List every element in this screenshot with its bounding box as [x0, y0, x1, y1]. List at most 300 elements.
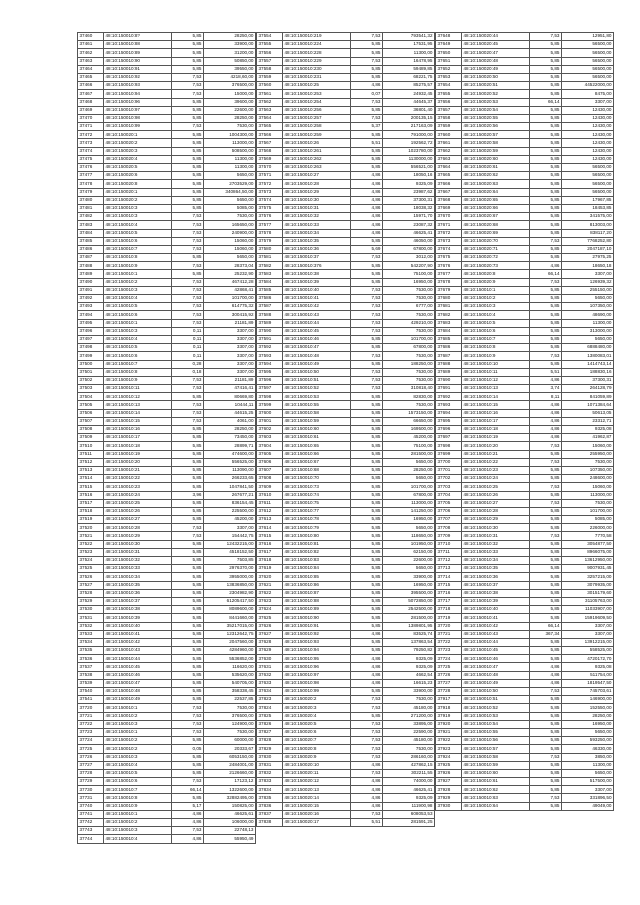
row-number-cell: 37679: [436, 286, 462, 294]
rate-cell: 5,85: [172, 540, 204, 548]
cadastral-number-cell: 48:10:150020:66: [462, 204, 530, 212]
value-cell: 60000,00: [204, 737, 256, 745]
table-row: [78, 753, 256, 761]
table-row: [78, 745, 256, 753]
cadastral-number-cell: 48:10:150010:98: [283, 679, 351, 687]
rate-cell: 4,86: [172, 819, 204, 827]
row-number-cell: 37833: [257, 778, 283, 786]
table-row: [257, 745, 435, 753]
table-row: [436, 196, 614, 204]
row-number-cell: 37678: [436, 278, 462, 286]
cadastral-number-cell: 48:10:150020:8: [462, 270, 530, 278]
value-cell: 2703529,00: [204, 180, 256, 188]
value-cell: 7530,00: [383, 696, 435, 704]
rate-cell: 5,85: [530, 614, 562, 622]
rate-cell: 4,86: [351, 82, 383, 90]
rate-cell: 0,11: [172, 327, 204, 335]
rate-cell: 5,85: [351, 712, 383, 720]
row-number-cell: 37520: [78, 524, 104, 532]
rate-cell: 7,53: [351, 319, 383, 327]
rate-cell: 5,85: [351, 548, 383, 556]
cadastral-number-cell: 48:10:150010:47: [283, 344, 351, 352]
table-row: [257, 802, 435, 810]
table-row: [436, 65, 614, 73]
cadastral-number-cell: 48:10:150010:8: [104, 794, 172, 802]
value-cell: 101700,00: [562, 507, 614, 515]
table-row: [78, 630, 256, 638]
row-number-cell: 37695: [436, 417, 462, 425]
cadastral-number-cell: 48:10:150020:3: [104, 147, 172, 155]
table-row: [78, 33, 256, 41]
cadastral-number-cell: 48:10:150010:13: [104, 401, 172, 409]
table-row: [257, 516, 435, 524]
rate-cell: 7,53: [530, 352, 562, 360]
cadastral-number-cell: 48:10:150010:51: [283, 376, 351, 384]
rate-cell: 7,53: [351, 98, 383, 106]
rate-cell: 5,85: [172, 204, 204, 212]
value-cell: 8966075,00: [562, 548, 614, 556]
table-row: [257, 573, 435, 581]
cadastral-number-cell: 48:10:150010:39: [283, 278, 351, 286]
row-number-cell: 37672: [436, 229, 462, 237]
value-cell: 82830,00: [383, 393, 435, 401]
row-number-cell: 37674: [436, 245, 462, 253]
row-number-cell: 37716: [436, 589, 462, 597]
rate-cell: 7,53: [530, 483, 562, 491]
cadastral-number-cell: 48:10:150020:67: [462, 213, 530, 221]
cadastral-number-cell: 48:10:150010:17: [462, 417, 530, 425]
rate-cell: 5,85: [172, 679, 204, 687]
value-cell: 50613,05: [562, 409, 614, 417]
value-cell: 1071384,64: [562, 401, 614, 409]
rate-cell: 5,85: [530, 786, 562, 794]
rate-cell: 5,85: [530, 164, 562, 172]
value-cell: 32882495,00: [204, 794, 256, 802]
row-number-cell: 37628: [257, 638, 283, 646]
rate-cell: 5,85: [172, 606, 204, 614]
value-cell: 39550,00: [204, 65, 256, 73]
rate-cell: 5,85: [351, 360, 383, 368]
value-cell: 5650,00: [383, 458, 435, 466]
cadastral-number-cell: 48:10:150010:12: [462, 376, 530, 384]
cadastral-number-cell: 48:10:150010:92: [104, 73, 172, 81]
rate-cell: 5,85: [530, 180, 562, 188]
table-row: [436, 114, 614, 122]
row-number-cell: 37470: [78, 114, 104, 122]
value-cell: 3307,00: [204, 335, 256, 343]
table-row: [257, 33, 435, 41]
cadastral-number-cell: 48:10:150010:49: [104, 696, 172, 704]
cadastral-number-cell: 48:10:150010:37: [283, 254, 351, 262]
value-cell: 101700,00: [383, 483, 435, 491]
table-row: [257, 606, 435, 614]
table-row: [78, 573, 256, 581]
value-cell: 9325,08: [562, 663, 614, 671]
table-row: [257, 344, 435, 352]
row-number-cell: 37669: [436, 204, 462, 212]
row-number-cell: 37615: [257, 532, 283, 540]
row-number-cell: 37722: [436, 638, 462, 646]
cadastral-number-cell: 48:10:150010:15: [104, 417, 172, 425]
row-number-cell: 37481: [78, 204, 104, 212]
cadastral-number-cell: 48:10:150010:3: [104, 753, 172, 761]
value-cell: 7503,85: [204, 557, 256, 565]
row-number-cell: 37740: [78, 802, 104, 810]
value-cell: 3307,00: [204, 368, 256, 376]
table-row: [436, 237, 614, 245]
row-number-cell: 37462: [78, 49, 104, 57]
row-number-cell: 37603: [257, 434, 283, 442]
row-number-cell: 37665: [436, 172, 462, 180]
rate-cell: 5,85: [351, 164, 383, 172]
rate-cell: 0,11: [172, 352, 204, 360]
ledger-table-left: [77, 32, 256, 844]
table-row: [257, 499, 435, 507]
rate-cell: 7,53: [172, 311, 204, 319]
row-number-cell: 37517: [78, 499, 104, 507]
cadastral-number-cell: 48:10:150010:93: [283, 638, 351, 646]
row-number-cell: 37823: [257, 696, 283, 704]
table-row: [257, 696, 435, 704]
rate-cell: 4,86: [351, 172, 383, 180]
table-row: [257, 57, 435, 65]
value-cell: 107350,00: [562, 466, 614, 474]
value-cell: 6053150,00: [204, 753, 256, 761]
row-number-cell: 37598: [257, 393, 283, 401]
rate-cell: 5,85: [351, 417, 383, 425]
table-row: [257, 172, 435, 180]
value-cell: 3054877,50: [562, 540, 614, 548]
value-cell: 12951,80: [562, 33, 614, 41]
rate-cell: 5,85: [172, 516, 204, 524]
table-row: [257, 311, 435, 319]
row-number-cell: 37629: [257, 647, 283, 655]
table-row: [257, 507, 435, 515]
cadastral-number-cell: 48:10:150010:11: [462, 368, 530, 376]
value-cell: 33900,00: [383, 573, 435, 581]
value-cell: 4218,60,00: [204, 73, 256, 81]
table-row: [78, 589, 256, 597]
value-cell: 116620,00: [204, 663, 256, 671]
table-row: [78, 491, 256, 499]
row-number-cell: 37581: [257, 254, 283, 262]
cadastral-number-cell: 48:10:150010:95: [283, 655, 351, 663]
row-number-cell: 37675: [436, 254, 462, 262]
value-cell: 15060,00: [204, 245, 256, 253]
cadastral-number-cell: 48:10:150010:259: [283, 131, 351, 139]
table-row: [436, 352, 614, 360]
value-cell: 107350,00: [562, 303, 614, 311]
rate-cell: 5,85: [530, 229, 562, 237]
row-number-cell: 37525: [78, 565, 104, 573]
rate-cell: 5,85: [530, 319, 562, 327]
value-cell: 61205417,50: [204, 597, 256, 605]
rate-cell: 4,86: [351, 663, 383, 671]
cadastral-number-cell: 48:10:150020:5: [104, 164, 172, 172]
cadastral-number-cell: 48:10:150010:42: [283, 303, 351, 311]
row-number-cell: 37502: [78, 376, 104, 384]
rate-cell: 7,53: [351, 737, 383, 745]
cadastral-number-cell: 48:10:150020:59: [462, 147, 530, 155]
value-cell: 6888480,00: [562, 344, 614, 352]
row-number-cell: 37703: [436, 483, 462, 491]
rate-cell: 5,69: [351, 245, 383, 253]
rate-cell: 5,51: [530, 368, 562, 376]
table-row: [78, 614, 256, 622]
table-row: [436, 630, 614, 638]
value-cell: 192562,72: [383, 139, 435, 147]
cadastral-number-cell: 48:10:150010:6: [462, 327, 530, 335]
value-cell: 11033907,00: [562, 606, 614, 614]
row-number-cell: 37668: [436, 196, 462, 204]
rate-cell: 5,85: [530, 728, 562, 736]
rate-cell: 5,85: [530, 335, 562, 343]
cadastral-number-cell: 48:10:150020:70: [462, 237, 530, 245]
rate-cell: 5,85: [530, 254, 562, 262]
rate-cell: 0,28: [172, 360, 204, 368]
row-number-cell: 37589: [257, 319, 283, 327]
cadastral-number-cell: 48:10:150010:44: [462, 638, 530, 646]
cadastral-number-cell: 48:10:150010:64: [462, 802, 530, 810]
cadastral-number-cell: 48:10:150020:61: [462, 164, 530, 172]
cadastral-number-cell: 48:10:150010:99: [283, 688, 351, 696]
row-number-cell: 37597: [257, 385, 283, 393]
table-row: [257, 409, 435, 417]
cadastral-number-cell: 48:10:150010:13: [462, 385, 530, 393]
table-row: [78, 810, 256, 818]
row-number-cell: 37923: [436, 745, 462, 753]
table-row: [78, 335, 256, 343]
value-cell: 7530,00: [383, 401, 435, 409]
cadastral-number-cell: 48:10:150010:90: [104, 57, 172, 65]
cadastral-number-cell: 48:10:150010:3: [462, 303, 530, 311]
cadastral-number-cell: 48:10:150010:2: [104, 745, 172, 753]
table-row: [257, 319, 435, 327]
table-row: [78, 123, 256, 131]
value-cell: 3307,00: [204, 344, 256, 352]
rate-cell: 5,85: [530, 778, 562, 786]
cadastral-number-cell: 48:10:150020:54: [462, 106, 530, 114]
value-cell: 188830,16: [562, 368, 614, 376]
table-row: [257, 483, 435, 491]
row-number-cell: 37588: [257, 311, 283, 319]
cadastral-number-cell: 48:10:150010:1: [104, 704, 172, 712]
table-row: [78, 262, 256, 270]
table-row: [257, 352, 435, 360]
table-row: [436, 548, 614, 556]
rate-cell: 5,85: [351, 409, 383, 417]
cadastral-number-cell: 48:10:150010:35: [104, 581, 172, 589]
rate-cell: 5,85: [351, 262, 383, 270]
cadastral-number-cell: 48:10:150010:31: [462, 532, 530, 540]
table-row: [436, 385, 614, 393]
cadastral-number-cell: 48:10:150010:22: [462, 458, 530, 466]
rate-cell: 5,85: [351, 155, 383, 163]
table-row: [78, 180, 256, 188]
value-cell: 5650,00: [562, 335, 614, 343]
table-row: [436, 589, 614, 597]
rate-cell: 5,85: [530, 245, 562, 253]
cadastral-number-cell: 48:10:150010:29: [283, 188, 351, 196]
table-row: [436, 409, 614, 417]
value-cell: 4284960,00: [204, 647, 256, 655]
cadastral-number-cell: 48:10:150020:6: [283, 728, 351, 736]
value-cell: 15971,70: [383, 213, 435, 221]
row-number-cell: 37697: [436, 434, 462, 442]
rate-cell: 5,85: [172, 270, 204, 278]
row-number-cell: 37511: [78, 450, 104, 458]
cadastral-number-cell: 48:10:150010:38: [104, 606, 172, 614]
table-row: [436, 172, 614, 180]
cadastral-number-cell: 48:10:150020:12: [283, 778, 351, 786]
rate-cell: 4,86: [530, 663, 562, 671]
rate-cell: 66,14: [530, 98, 562, 106]
cadastral-number-cell: 48:10:150010:257: [283, 114, 351, 122]
cadastral-number-cell: 48:10:150010:53: [462, 712, 530, 720]
rate-cell: 5,85: [172, 114, 204, 122]
cadastral-number-cell: 48:10:150010:57: [462, 745, 530, 753]
table-row: [78, 704, 256, 712]
value-cell: 5650,00: [562, 728, 614, 736]
cadastral-number-cell: 48:10:150010:24: [104, 491, 172, 499]
rate-cell: 5,85: [351, 491, 383, 499]
row-number-cell: 37723: [78, 728, 104, 736]
rate-cell: 5,51: [351, 139, 383, 147]
value-cell: 7530,00: [204, 704, 256, 712]
value-cell: 1389801,95: [383, 622, 435, 630]
cadastral-number-cell: 48:10:150020:2: [104, 139, 172, 147]
value-cell: 16950,00: [383, 516, 435, 524]
value-cell: 15060,00: [204, 237, 256, 245]
table-row: [78, 172, 256, 180]
row-number-cell: 37827: [257, 728, 283, 736]
value-cell: 8441660,00: [204, 614, 256, 622]
value-cell: 101700,00: [204, 295, 256, 303]
table-row: [257, 262, 435, 270]
rate-cell: 5,85: [530, 147, 562, 155]
cadastral-number-cell: 48:10:150010:97: [283, 671, 351, 679]
row-number-cell: 37507: [78, 417, 104, 425]
rate-cell: 5,85: [172, 737, 204, 745]
cadastral-number-cell: 48:10:150010:261: [283, 147, 351, 155]
row-number-cell: 37555: [257, 41, 283, 49]
row-number-cell: 37524: [78, 557, 104, 565]
table-row: [257, 368, 435, 376]
rate-cell: 5,85: [351, 442, 383, 450]
row-number-cell: 37523: [78, 548, 104, 556]
row-number-cell: 37919: [436, 712, 462, 720]
row-number-cell: 37600: [257, 409, 283, 417]
value-cell: 106000,00: [204, 819, 256, 827]
cadastral-number-cell: 48:10:150010:37: [462, 581, 530, 589]
table-row: [257, 647, 435, 655]
row-number-cell: 37504: [78, 393, 104, 401]
value-cell: 22590,00: [383, 728, 435, 736]
value-cell: 266233,65: [204, 475, 256, 483]
cadastral-number-cell: 48:10:150010:3: [104, 720, 172, 728]
cadastral-number-cell: 48:10:150010:58: [283, 409, 351, 417]
cadastral-number-cell: 48:10:150020:69: [462, 229, 530, 237]
row-number-cell: 37710: [436, 540, 462, 548]
cadastral-number-cell: 48:10:150010:2: [104, 737, 172, 745]
row-number-cell: 37659: [436, 123, 462, 131]
row-number-cell: 37473: [78, 139, 104, 147]
table-row: [257, 82, 435, 90]
rate-cell: 7,53: [351, 704, 383, 712]
row-number-cell: 37463: [78, 57, 104, 65]
table-row: [257, 491, 435, 499]
cadastral-number-cell: 48:10:150010:41: [283, 295, 351, 303]
rate-cell: 5,85: [351, 532, 383, 540]
value-cell: 5085,00: [204, 204, 256, 212]
rate-cell: 5,85: [530, 655, 562, 663]
table-row: [78, 49, 256, 57]
cadastral-number-cell: 48:10:150010:29: [104, 532, 172, 540]
cadastral-number-cell: 48:10:150010:28: [283, 180, 351, 188]
value-cell: 56500,00: [562, 73, 614, 81]
row-number-cell: 37829: [257, 745, 283, 753]
value-cell: 8089600,00: [204, 606, 256, 614]
table-row: [436, 565, 614, 573]
rate-cell: 5,85: [172, 647, 204, 655]
rate-cell: 4,86: [351, 794, 383, 802]
table-row: [78, 581, 256, 589]
rate-cell: 4,86: [172, 810, 204, 818]
value-cell: 511754,00: [562, 671, 614, 679]
rate-cell: 5,85: [351, 565, 383, 573]
value-cell: 56500,00: [562, 172, 614, 180]
row-number-cell: 37651: [436, 57, 462, 65]
table-row: [436, 573, 614, 581]
row-number-cell: 37708: [436, 524, 462, 532]
table-row: [257, 335, 435, 343]
cadastral-number-cell: 48:10:150010:18: [104, 442, 172, 450]
row-number-cell: 37605: [257, 450, 283, 458]
value-cell: 49049,00: [562, 802, 614, 810]
rate-cell: 5,85: [172, 548, 204, 556]
rate-cell: 5,85: [530, 131, 562, 139]
rate-cell: 5,85: [351, 49, 383, 57]
row-number-cell: 37536: [78, 655, 104, 663]
table-row: [257, 663, 435, 671]
cadastral-number-cell: 48:10:150010:24: [462, 475, 530, 483]
table-row: [436, 794, 614, 802]
value-cell: 7530,00: [383, 327, 435, 335]
cadastral-number-cell: 48:10:150010:46: [104, 671, 172, 679]
row-number-cell: 37661: [436, 139, 462, 147]
row-number-cell: 37726: [78, 753, 104, 761]
table-row: [78, 557, 256, 565]
value-cell: 2047187,10: [562, 245, 614, 253]
value-cell: 24932,45: [383, 90, 435, 98]
rate-cell: 5,85: [351, 393, 383, 401]
rate-cell: 5,85: [172, 769, 204, 777]
table-row: [257, 385, 435, 393]
rate-cell: 5,85: [351, 524, 383, 532]
rate-cell: 5,37: [351, 123, 383, 131]
table-row: [436, 49, 614, 57]
cadastral-number-cell: 48:10:150010:65: [283, 442, 351, 450]
value-cell: 614775,32: [204, 303, 256, 311]
rate-cell: 7,53: [351, 745, 383, 753]
row-number-cell: 37918: [436, 704, 462, 712]
cadastral-number-cell: 48:10:150020:17: [283, 819, 351, 827]
cadastral-number-cell: 48:10:150010:14: [462, 393, 530, 401]
value-cell: 37300,31: [562, 376, 614, 384]
row-number-cell: 37482: [78, 213, 104, 221]
value-cell: 3257215,00: [562, 573, 614, 581]
table-row: [78, 82, 256, 90]
